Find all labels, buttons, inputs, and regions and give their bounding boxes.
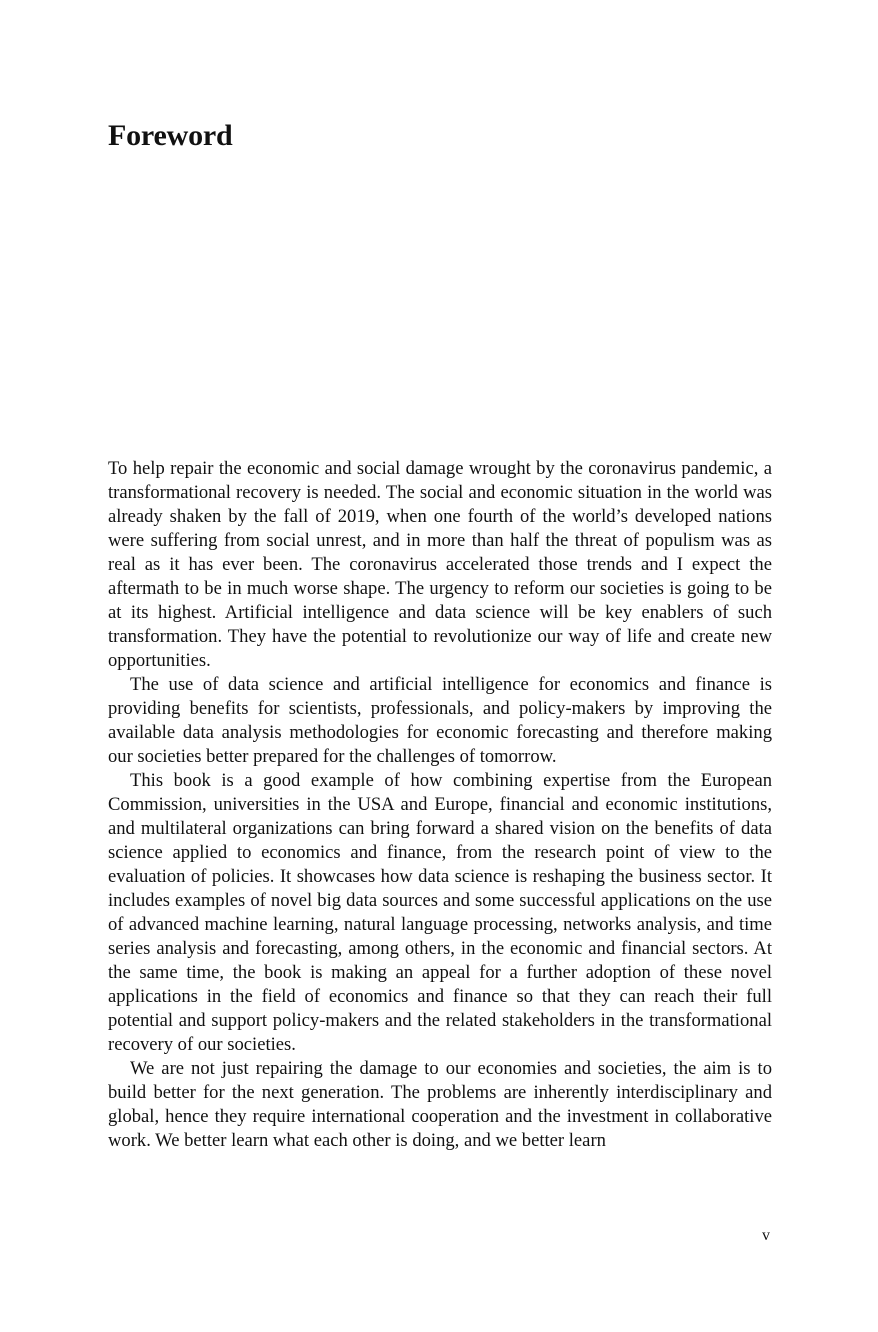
body-text: [108, 457, 772, 1153]
page-number: v: [762, 1227, 770, 1244]
paragraph-4: We are not just repairing the damage to our economies and societies, the aim is to build better for the next generation. The problems are inherently interdisciplinary and global, hence they require international cooperation and the investment in collaborative work. We better learn what each other is doing, and we better learn: [108, 1058, 772, 1151]
paragraph-2: The use of data science and artificial intelligence for economics and finance is providing benefits for scientists, professionals, and policy-makers by improving the available data analysis methodologies for economic forecasting and therefore making our societies better prepared for the challenges of tomorrow.: [108, 674, 772, 767]
paragraph-3: This book is a good example of how combining expertise from the European Commission, universities in the USA and Europe, financial and economic institutions, and multilateral organizations can bring forward a shared vision on the benefits of data science applied to economics and finance, from the research point of view to the evaluation of policies. It showcases how data science is reshaping the business sector. It includes examples of novel big data sources and some successful applications on the use of advanced machine learning, natural language processing, networks analysis, and time series analysis and forecasting, among others, in the economic and financial sectors. At the same time, the book is making an appeal for a further adoption of these novel applications in the field of economics and finance so that they can reach their full potential and support policy-makers and the related stakeholders in the transformational recovery of our societies.: [108, 770, 772, 1055]
paragraph-1: To help repair the economic and social damage wrought by the coronavirus pandemic, a transformational recovery is needed. The social and economic situation in the world was already shaken by the fall of 2019, when one fourth of the world’s developed nations were suffering from social unrest, and in more than half the threat of populism was as real as it has ever been. The coronavirus accelerated those trends and I expect the aftermath to be in much worse shape. The urgency to reform our societies is going to be at its highest. Artificial intelligence and data science will be key enablers of such transformation. They have the potential to revolutionize our way of life and create new opportunities.: [108, 458, 772, 671]
page-title: Foreword: [108, 119, 233, 152]
